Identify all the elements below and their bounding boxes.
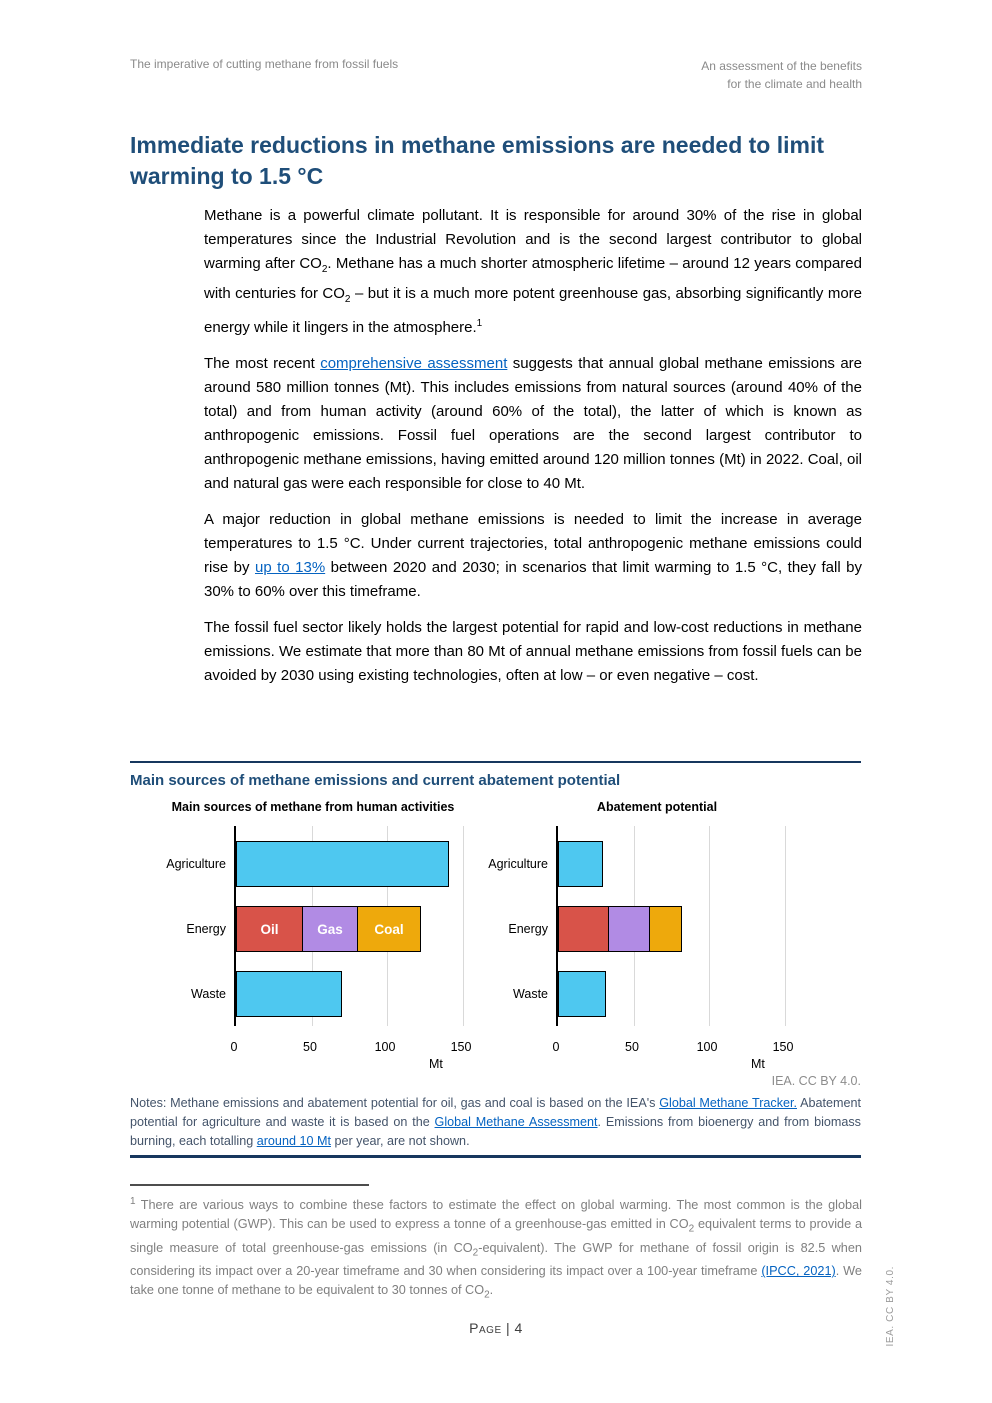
- side-credit-vertical: IEA. CC BY 4.0.: [885, 1266, 896, 1347]
- up-to-13-percent-link[interactable]: up to 13%: [254, 559, 326, 576]
- bar-segment-gas: [608, 906, 650, 952]
- x-tick-label: 100: [696, 1040, 718, 1054]
- figure-section: [130, 761, 861, 1158]
- page-title: Immediate reductions in methane emissions are needed to limit warming to 1.5 °C: [130, 132, 825, 189]
- category-label: Agriculture: [488, 857, 548, 871]
- x-tick-label: 0: [230, 1040, 238, 1054]
- charts-row: [130, 800, 861, 1072]
- subscript: 2: [472, 1247, 479, 1259]
- text-run: suggests that annual global methane emissions are around 580 million tonnes (Mt). This includes emissions from natural sources (around 40% of the total) and from human activity (around 60% of the total), the latter of which is known as anthropogenic emissions. Fossil fuel operations are the second largest contributor to anthropogenic methane emissions, having emitted around 120 million tonnes (Mt) in 2022. Coal, oil and natural gas were each responsible for close to 40 Mt.: [204, 355, 862, 492]
- bar-row: [558, 906, 818, 952]
- running-header-right: [701, 57, 862, 93]
- text-run: . Methane has a much shorter atmospheric lifetime – around 12 years compared with centuries for CO: [204, 255, 862, 302]
- running-header-right-line2: for the climate and health: [727, 77, 862, 91]
- category-label: Waste: [191, 987, 226, 1001]
- text-run: Methane is a powerful climate pollutant. It is responsible for around 30% of the rise in global temperatures since the Industrial Revolution and is the second largest contributor to global warming after CO: [204, 207, 862, 272]
- body-text: [204, 204, 862, 700]
- running-header-left: The imperative of cutting methane from fossil fuels: [130, 57, 399, 71]
- bar-segment-oil: [558, 906, 609, 952]
- global-methane-tracker-link[interactable]: Global Methane Tracker.: [659, 1096, 797, 1110]
- paragraph-3: [204, 508, 862, 604]
- text-run: per year, are not shown.: [330, 1134, 470, 1148]
- plot: [234, 826, 496, 1026]
- x-tick-label: 150: [772, 1040, 794, 1054]
- text-run: Abatement potential for agriculture and waste it is based on the: [130, 1096, 861, 1129]
- bar-segment-agriculture: [558, 841, 603, 887]
- subscript: 2: [688, 1223, 695, 1235]
- page-number: Page | 4: [469, 1320, 523, 1336]
- subscript: 2: [321, 264, 328, 275]
- text-run: Notes: Methane emissions and abatement potential for oil, gas and coal is based on the IEA's: [130, 1096, 660, 1110]
- text-run: -equivalent). The GWP for methane of fossil origin is 82.5 when considering its impact over a 20-year timeframe and 30 when considering its impact over a 100-year timeframe: [130, 1240, 862, 1279]
- bar-row: [236, 841, 496, 887]
- chart-plot-area: [488, 826, 818, 1036]
- chart-title: Main sources of methane from human activities: [171, 800, 455, 814]
- subscript: 2: [484, 1289, 490, 1301]
- bar-segment-coal: [649, 906, 682, 952]
- x-axis: [230, 1036, 496, 1072]
- bar-segment-oil: Oil: [236, 906, 303, 952]
- text-run: The most recent: [204, 355, 321, 372]
- x-axis-unit: Mt: [751, 1057, 765, 1071]
- text-run: . Emissions from bioenergy and from biomass burning, each totalling: [130, 1115, 861, 1148]
- category-label: Energy: [186, 922, 226, 936]
- paragraph-4: [204, 616, 862, 688]
- bar-row: [558, 841, 818, 887]
- subscript: 2: [344, 294, 351, 305]
- x-tick-label: 50: [625, 1040, 639, 1054]
- text-run: .: [489, 1283, 494, 1298]
- bar-segment-coal: Coal: [357, 906, 421, 952]
- paragraph-2: [204, 352, 862, 496]
- bar-row: [236, 971, 496, 1017]
- bar-segment-waste: [558, 971, 606, 1017]
- category-labels: [130, 826, 234, 1036]
- category-labels: [488, 826, 556, 1036]
- figure-notes: [130, 1094, 861, 1151]
- text-run: The fossil fuel sector likely holds the largest potential for rapid and low-cost reductions in methane emissions. We estimate that more than 80 Mt of annual methane emissions from fossil fuels can be avoided by 2030 using existing technologies, often at low – or even negative – cost.: [204, 619, 862, 684]
- text-run: – but it is a much more potent greenhouse gas, absorbing significantly more energy while it lingers in the atmosphere.: [204, 285, 863, 336]
- footnote: [130, 1192, 862, 1305]
- x-tick-label: 100: [374, 1040, 396, 1054]
- text-run: There are various ways to combine these factors to estimate the effect on global warming. The most common is the global warming potential (GWP). This can be used to express a tonne of a greenhouse-gas emitted in CO: [130, 1198, 862, 1232]
- category-label: Waste: [513, 987, 548, 1001]
- bar-segment-waste: [236, 971, 342, 1017]
- running-header-right-line1: An assessment of the benefits: [701, 59, 862, 73]
- x-tick-label: 150: [450, 1040, 472, 1054]
- chart-plot-area: [130, 826, 496, 1036]
- paragraph-1: [204, 204, 862, 340]
- chart-title: Abatement potential: [596, 800, 718, 814]
- text-run: A major reduction in global methane emissions is needed to limit the increase in average temperatures to 1.5 °C. Under current trajectories, total anthropogenic methane emissions could rise by: [204, 511, 862, 576]
- ipcc-2021-link[interactable]: (IPCC, 2021): [761, 1264, 836, 1279]
- chart-main-sources: [130, 800, 496, 1072]
- chart-abatement-potential: [488, 800, 818, 1072]
- text-run: . We take one tonne of methane to be equivalent to 30 tonnes of CO: [130, 1264, 862, 1298]
- text-run: equivalent terms to provide a single measure of total greenhouse-gas emissions (in CO: [130, 1217, 863, 1255]
- x-tick-label: 0: [552, 1040, 560, 1054]
- figure-credit: IEA. CC BY 4.0.: [771, 1074, 861, 1088]
- bar-row: [558, 971, 818, 1017]
- superscript: 1: [476, 318, 483, 329]
- text-run: between 2020 and 2030; in scenarios that limit warming to 1.5 °C, they fall by 30% to 60% over this timeframe.: [204, 559, 862, 600]
- bar-segment-agriculture: [236, 841, 449, 887]
- category-label: Agriculture: [166, 857, 226, 871]
- global-methane-assessment-link[interactable]: Global Methane Assessment: [434, 1115, 598, 1129]
- category-label: Energy: [508, 922, 548, 936]
- figure-title: Main sources of methane emissions and current abatement potential: [130, 772, 621, 789]
- bar-row: [236, 906, 496, 952]
- bar-segment-gas: Gas: [302, 906, 358, 952]
- around-10-mt-link[interactable]: around 10 Mt: [256, 1134, 331, 1148]
- x-tick-label: 50: [303, 1040, 317, 1054]
- footnote-separator: [130, 1184, 369, 1186]
- x-axis-unit: Mt: [429, 1057, 443, 1071]
- comprehensive-assessment-link[interactable]: comprehensive assessment: [320, 355, 508, 372]
- plot: [556, 826, 818, 1026]
- x-axis: [552, 1036, 818, 1072]
- superscript: 1: [130, 1196, 136, 1207]
